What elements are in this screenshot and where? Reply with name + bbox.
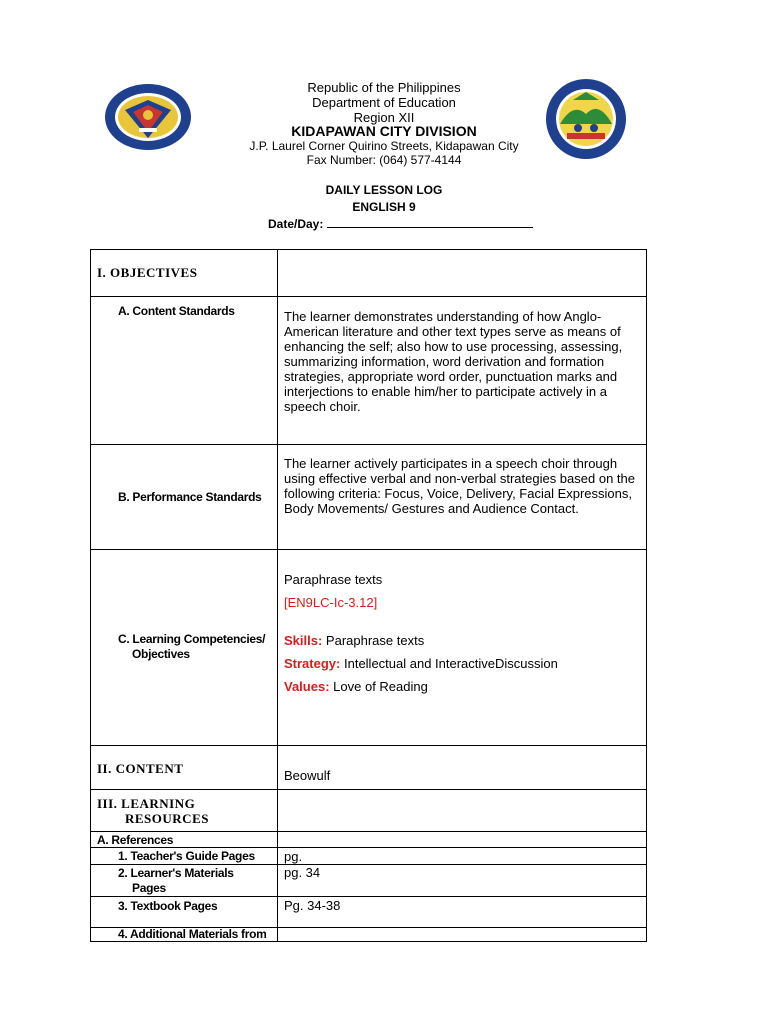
header-republic: Republic of the Philippines: [307, 80, 461, 95]
resources-heading-line1: III. LEARNING: [97, 796, 196, 811]
skills-label: Skills:: [284, 633, 323, 648]
table-row: [91, 865, 647, 897]
strategy-label: Strategy:: [284, 656, 341, 671]
table-row: [91, 790, 647, 832]
table-row: [91, 848, 647, 865]
table-row: [91, 928, 647, 942]
content-standards-text: The learner demonstrates understanding of how Anglo-American literature and other text types serve as means of enhancing the self; also how to use processing, assessing, summarizing information, word derivation and formation strategies, appropriate word order, punctuation marks and interjections to enable him/her to participate actively in a speech choir.: [284, 309, 623, 414]
learners-materials-label: [91, 865, 277, 896]
learners-materials-value: pg. 34: [284, 865, 321, 880]
table-row: [91, 445, 647, 550]
table-row: [91, 250, 647, 297]
textbook-pages-label: 3. Textbook Pages: [118, 899, 218, 913]
date-day-blank[interactable]: [327, 215, 533, 228]
lesson-log-table: [90, 249, 647, 942]
competency-text: Paraphrase texts: [284, 572, 383, 587]
skills-value: Paraphrase texts: [325, 633, 425, 648]
competencies-label-line2: Objectives: [132, 647, 190, 661]
strategy-line: [284, 656, 640, 671]
header-division: KIDAPAWAN CITY DIVISION: [291, 123, 477, 139]
values-label: Values:: [284, 679, 330, 694]
teachers-guide-label: 1. Teacher's Guide Pages: [118, 849, 255, 863]
additional-materials-label: 4. Additional Materials from: [118, 927, 267, 941]
header-region: Region XII: [353, 110, 415, 125]
objectives-heading: I. OBJECTIVES: [97, 265, 198, 280]
date-day-field: [268, 215, 533, 231]
references-label: A. References: [97, 833, 174, 847]
date-day-label: Date/Day:: [268, 217, 324, 231]
performance-standards-label: B. Performance Standards: [118, 490, 262, 504]
table-row: [91, 550, 647, 746]
competencies-label: [91, 550, 277, 662]
content-standards-label: A. Content Standards: [118, 304, 235, 318]
competencies-label-line1: C. Learning Competencies/: [118, 632, 266, 646]
values-line: [284, 679, 640, 694]
header-fax: Fax Number: (064) 577-4144: [306, 153, 462, 167]
competency-code: [EN9LC-Ic-3.12]: [284, 595, 378, 610]
learners-materials-label-line2: Pages: [132, 881, 166, 895]
textbook-pages-value: Pg. 34-38: [284, 898, 341, 913]
teachers-guide-value: pg.: [284, 849, 303, 864]
learners-materials-label-line1: 2. Learner's Materials: [118, 866, 234, 880]
skills-line: [284, 633, 640, 648]
table-row: [91, 832, 647, 848]
table-row: [91, 297, 647, 445]
table-row: [91, 746, 647, 790]
content-value: Beowulf: [284, 768, 331, 783]
strategy-value: Intellectual and InteractiveDiscussion: [343, 656, 558, 671]
header-address: J.P. Laurel Corner Quirino Streets, Kidapawan City: [249, 139, 519, 153]
content-heading: II. CONTENT: [97, 761, 184, 776]
performance-standards-text: The learner actively participates in a speech choir through using effective verbal and non-verbal strategies based on the following criteria: Focus, Voice, Delivery, Facial Expressions, Body Movements/ Gestures and Audience Contact.: [284, 456, 635, 516]
table-row: [91, 897, 647, 928]
resources-heading: [91, 790, 277, 826]
values-value: Love of Reading: [333, 679, 428, 694]
title-subject: ENGLISH 9: [352, 200, 416, 214]
header-department: Department of Education: [312, 95, 456, 110]
resources-heading-line2: RESOURCES: [125, 811, 209, 826]
title-daily-lesson-log: DAILY LESSON LOG: [325, 183, 443, 197]
